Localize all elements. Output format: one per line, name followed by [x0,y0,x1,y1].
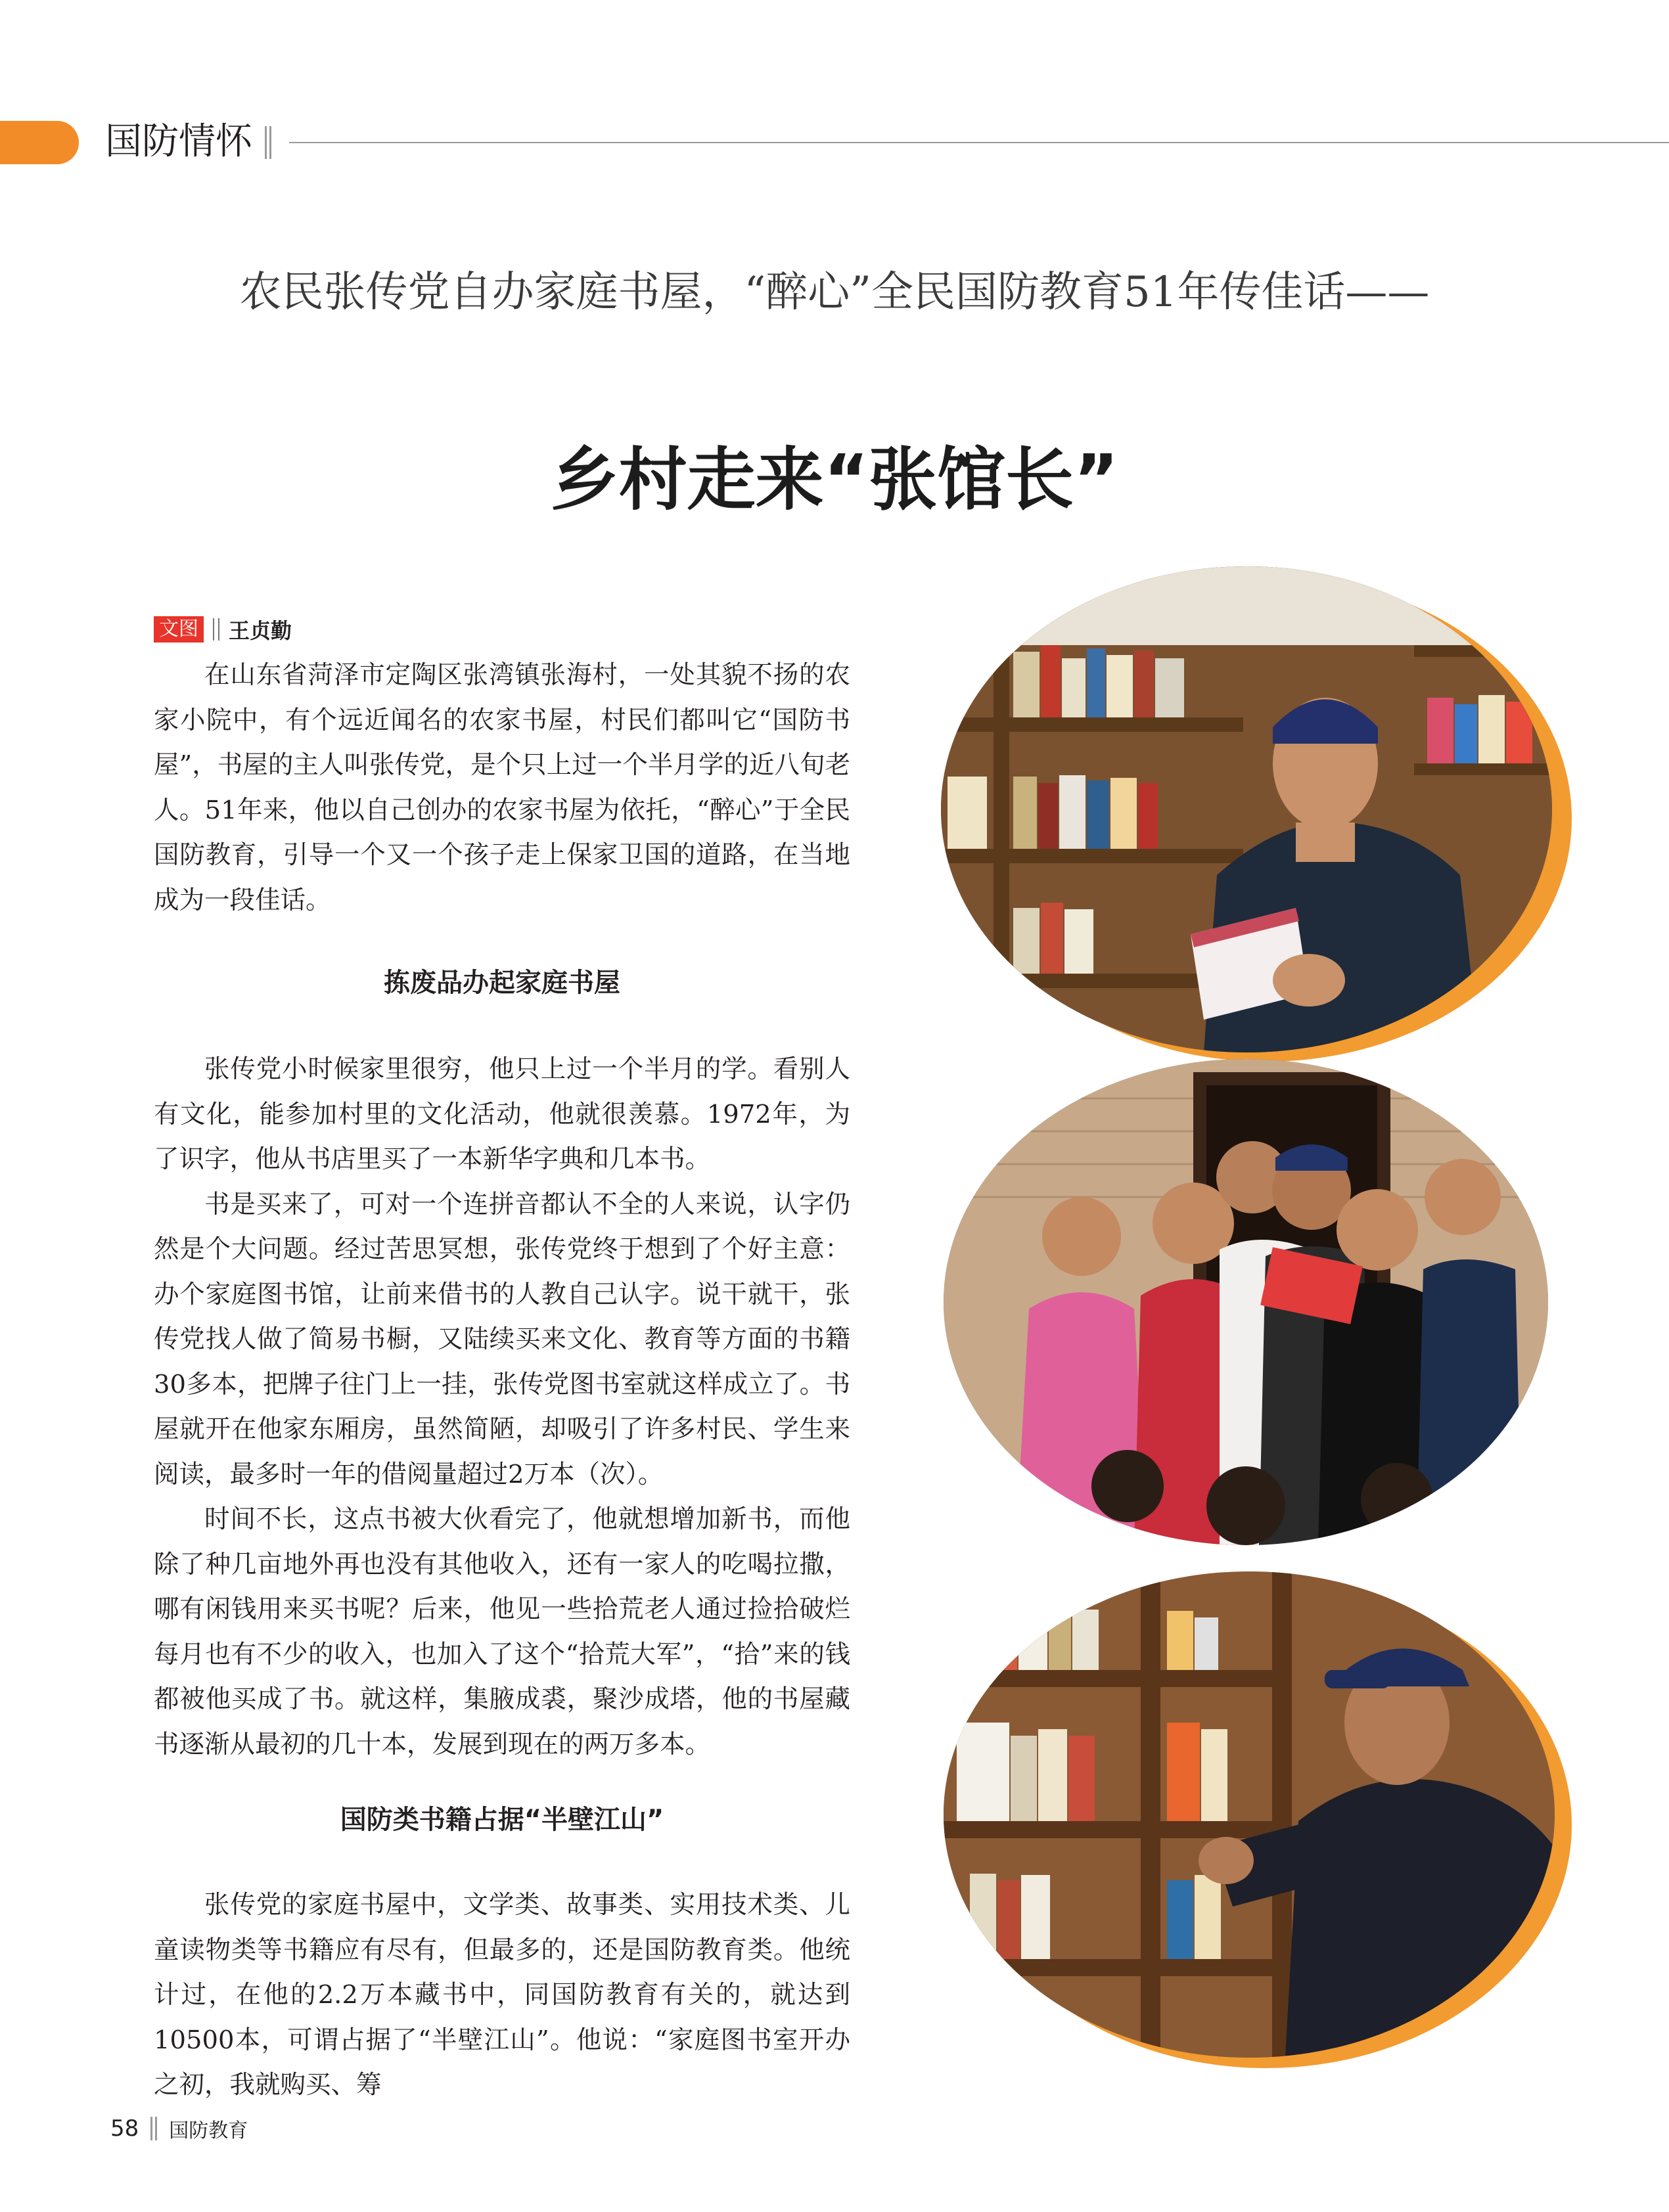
header-rule [289,142,1669,143]
section-1-heading: 拣废品办起家庭书屋 [384,968,620,998]
byline-divider [213,618,219,641]
page-footer [110,2114,248,2143]
section-2-paragraph-1: 张传党的家庭书屋中，文学类、故事类、实用技术类、儿童读物类等书籍应有尽有，但最多的，还是国防教育类。他统计过，在他的2.2万本藏书中，同国防教育有关的，就达到10500本，可谓占据了“半壁江山”。他说：“家庭图书室开办之初，我就购买、筹 [154,1890,850,2100]
footer-divider [150,2117,157,2140]
photo-children-reading-art [944,1059,1548,1545]
section-1-paragraph-2: 书是买来了，可对一个连拼音都认不全的人来说，认字仍然是个大问题。经过苦思冥想，张传党终于想到了个好主意：办个家庭图书馆，让前来借书的人教自己认字。说干就干，张传党找人做了简易书橱，又陆续买来文化、教育等方面的书籍30多本，把牌子往门上一挂，张传党图书室就这样成立了。书屋就开在他家东厢房，虽然简陋，却吸引了许多村民、学生来阅读，最多时一年的借阅量超过2万本（次）。 [154,1189,850,1489]
section-2-heading: 国防类书籍占据“半壁江山” [340,1805,664,1835]
photo-man-with-book [941,566,1552,1052]
section-accent-bar [0,121,79,164]
section-1-paragraph-1: 张传党小时候家里很穷，他只上过一个半月的学。看别人有文化，能参加村里的文化活动，他就很羡慕。1972年，为了识字，他从书店里买了一本新华字典和几本书。 [154,1054,850,1174]
magazine-name: 国防教育 [169,2119,248,2142]
section-1-heading-wrap [154,963,850,1003]
author-name: 王贞勤 [229,618,292,643]
photo-children-reading [944,1059,1548,1545]
intro-paragraph: 在山东省菏泽市定陶区张湾镇张海村，一处其貌不扬的农家小院中，有个远近闻名的农家书屋，村民们都叫它“国防书屋”，书屋的主人叫张传党，是个只上过一个半月学的近八旬老人。51年来，他以自己创办的农家书屋为依托，“醉心”于全民国防教育，引导一个又一个孩子走上保家卫国的道路，在当地成为一段佳话。 [154,660,850,915]
article-kicker: 农民张传党自办家庭书屋，“醉心”全民国防教育51年传佳话—— [239,268,1430,317]
section-title: 国防情怀 [105,120,252,163]
section-2-heading-wrap [154,1800,850,1840]
photo-man-shelving-books [944,1571,1555,2058]
section-divider-mark [265,126,271,159]
photo-man-shelving-books-art [944,1571,1555,2058]
section-1-body [154,1047,850,1767]
page-number: 58 [110,2115,139,2142]
section-1-paragraph-3: 时间不长，这点书被大伙看完了，他就想增加新书，而他除了种几亩地外再也没有其他收入，还有一家人的吃喝拉撒，哪有闲钱用来买书呢？后来，他见一些拾荒老人通过捡拾破烂每月也有不少的收入，也加入了这个“拾荒大军”，“拾”来的钱都被他买成了书。就这样，集腋成裘，聚沙成塔，他的书屋藏书逐渐从最初的几十本，发展到现在的两万多本。 [154,1504,850,1759]
article-title: 乡村走来“张馆长” [550,440,1119,520]
byline [154,611,292,648]
byline-tag: 文图 [154,616,204,643]
intro-block [154,653,850,923]
photo-man-with-book-art [941,566,1552,1052]
section-2-body [154,1883,850,2108]
